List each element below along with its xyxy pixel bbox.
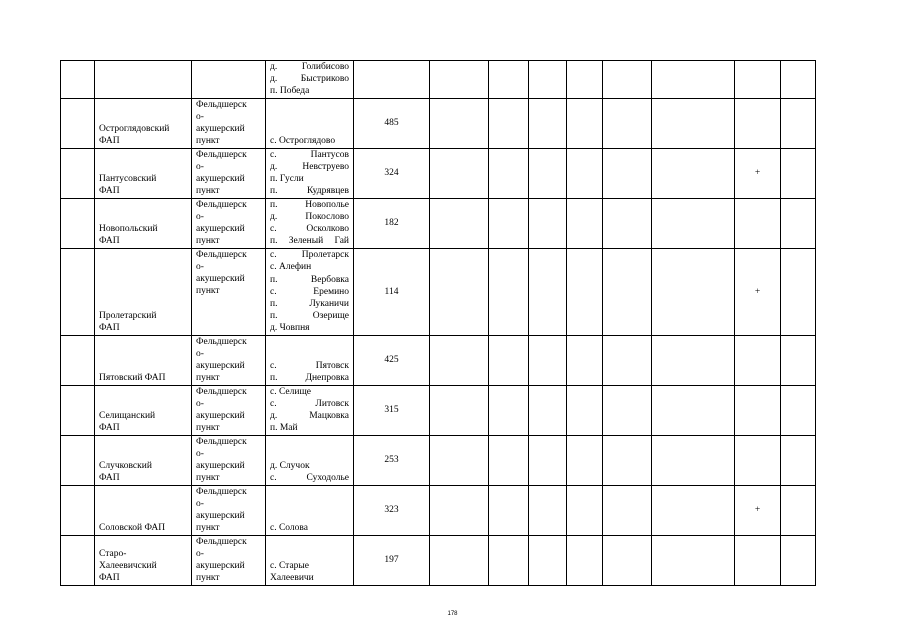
facility-type-line: о- (196, 161, 204, 172)
cell-empty (567, 435, 603, 485)
cell-type (192, 61, 266, 99)
settlement-line: с. Пятовск (270, 361, 349, 372)
cell-settlements (266, 198, 354, 248)
facility-name-line: Пролетарский (99, 311, 157, 322)
cell-name (95, 98, 192, 148)
cell-type (192, 335, 266, 385)
cell-empty (652, 335, 735, 385)
facility-name-line: ФАП (99, 236, 120, 247)
table-row (61, 485, 816, 535)
document-page (60, 60, 816, 586)
facility-type-line: пункт (196, 573, 220, 584)
facility-type-line: Фельдшерск (196, 199, 247, 210)
settlement-line: с. Старые (270, 561, 310, 572)
facility-type-line: акушерский (196, 124, 245, 135)
cell-name (95, 335, 192, 385)
settlement-line: д. Мацковка (270, 411, 349, 422)
cell-empty (603, 485, 652, 535)
facilities-table (60, 60, 816, 586)
cell-empty (567, 335, 603, 385)
cell-empty (489, 98, 529, 148)
facility-type-line: о- (196, 448, 204, 459)
cell-empty (781, 535, 816, 585)
cell-empty (567, 148, 603, 198)
facility-type-line: о- (196, 211, 204, 222)
facility-name-line: Халеевичский (99, 561, 157, 572)
cell-empty (652, 485, 735, 535)
settlement-line: д. Голибисово (270, 62, 349, 72)
table-row (61, 435, 816, 485)
facility-name-line: ФАП (99, 423, 120, 434)
facility-type-line: Фельдшерск (196, 99, 247, 110)
settlement-line: с. Алефин (270, 262, 312, 273)
cell-empty (567, 385, 603, 435)
cell-empty (489, 385, 529, 435)
cell-settlements (266, 485, 354, 535)
cell-count: 485 (354, 98, 430, 148)
cell-empty (430, 148, 489, 198)
cell-count: 324 (354, 148, 430, 198)
cell-empty (652, 61, 735, 99)
facility-type-line: пункт (196, 136, 220, 147)
cell-empty (529, 335, 567, 385)
cell-count: 315 (354, 385, 430, 435)
settlement-line: п. Озерище (270, 311, 349, 322)
cell-name (95, 435, 192, 485)
cell-empty (567, 485, 603, 535)
settlement-line: п. Зеленый Гай (270, 236, 349, 247)
facility-type-line: о- (196, 398, 204, 409)
facility-type-line: Фельдшерск (196, 486, 247, 497)
cell-number (61, 98, 95, 148)
cell-empty (652, 148, 735, 198)
cell-empty (430, 198, 489, 248)
cell-empty (603, 248, 652, 335)
cell-empty (603, 535, 652, 585)
cell-empty (430, 98, 489, 148)
cell-mark: + (735, 248, 781, 335)
cell-empty (489, 485, 529, 535)
table-row (61, 198, 816, 248)
cell-type (192, 198, 266, 248)
cell-mark (735, 435, 781, 485)
facility-name-line: ФАП (99, 473, 120, 484)
settlement-line: с. Литовск (270, 399, 349, 409)
cell-number (61, 435, 95, 485)
cell-empty (489, 335, 529, 385)
facility-type-line: о- (196, 348, 204, 359)
cell-type (192, 98, 266, 148)
facility-type-line: акушерский (196, 461, 245, 472)
cell-number (61, 535, 95, 585)
cell-empty (652, 385, 735, 435)
cell-empty (430, 435, 489, 485)
cell-empty (529, 61, 567, 99)
cell-number (61, 198, 95, 248)
cell-settlements (266, 98, 354, 148)
facility-type-line: пункт (196, 523, 220, 534)
cell-empty (430, 535, 489, 585)
cell-number (61, 148, 95, 198)
cell-empty (529, 535, 567, 585)
cell-empty (603, 385, 652, 435)
cell-empty (529, 485, 567, 535)
settlement-line: с. Пантусов (270, 149, 349, 160)
table-row (61, 385, 816, 435)
facility-name-line: ФАП (99, 186, 120, 197)
settlement-line: с. Остроглядово (270, 136, 336, 147)
cell-empty (781, 198, 816, 248)
facility-name-line: Селищанский (99, 411, 156, 422)
facility-type-line: пункт (196, 373, 220, 384)
cell-count: 323 (354, 485, 430, 535)
settlement-line: д. Быстриково (270, 74, 349, 85)
cell-type (192, 485, 266, 535)
cell-empty (529, 248, 567, 335)
facility-type-line: о- (196, 498, 204, 509)
table-row (61, 148, 816, 198)
settlement-line: д. Покослово (270, 212, 349, 222)
settlement-line: с. Осколково (270, 224, 349, 235)
facility-name-line: ФАП (99, 573, 120, 584)
cell-empty (781, 98, 816, 148)
settlement-line: с. Еремино (270, 286, 349, 297)
facility-type-line: акушерский (196, 274, 245, 285)
cell-empty (652, 435, 735, 485)
cell-type (192, 435, 266, 485)
cell-number (61, 248, 95, 335)
cell-empty (603, 435, 652, 485)
page-number: 178 (447, 611, 458, 617)
cell-empty (567, 61, 603, 99)
cell-count: 425 (354, 335, 430, 385)
cell-empty (529, 198, 567, 248)
table-body (61, 61, 816, 586)
facility-type-line: о- (196, 111, 204, 122)
cell-count: 197 (354, 535, 430, 585)
table-row (61, 98, 816, 148)
cell-empty (567, 98, 603, 148)
table-row (61, 335, 816, 385)
cell-empty (652, 535, 735, 585)
settlement-line: п. Победа (270, 86, 310, 97)
cell-empty (781, 435, 816, 485)
facility-name-line: Остроглядовский (99, 124, 170, 135)
facility-type-line: о- (196, 548, 204, 559)
cell-empty (781, 335, 816, 385)
cell-mark (735, 98, 781, 148)
table-row (61, 535, 816, 585)
cell-empty (781, 148, 816, 198)
facility-name-line: Пятовский ФАП (99, 373, 166, 384)
facility-name-line: Старо- (99, 549, 127, 559)
settlement-line: д. Невструево (270, 162, 349, 172)
cell-mark (735, 61, 781, 99)
cell-empty (529, 98, 567, 148)
cell-empty (529, 385, 567, 435)
facility-name-line: Пантусовский (99, 174, 157, 185)
cell-type (192, 385, 266, 435)
cell-empty (430, 248, 489, 335)
cell-count: 253 (354, 435, 430, 485)
cell-mark: + (735, 485, 781, 535)
facility-type-line: о- (196, 261, 204, 272)
settlement-line: п. Новополье (270, 199, 349, 210)
settlement-line: с. Суходолье (270, 473, 349, 484)
cell-name (95, 535, 192, 585)
facility-name-line: Соловской ФАП (99, 523, 166, 534)
table-row (61, 248, 816, 335)
settlement-line: с. Пролетарск (270, 250, 349, 261)
facility-type-line: акушерский (196, 224, 245, 235)
cell-empty (430, 485, 489, 535)
cell-empty (603, 98, 652, 148)
cell-empty (603, 335, 652, 385)
cell-empty (489, 198, 529, 248)
facility-name-line: Случковский (99, 461, 152, 472)
cell-name (95, 485, 192, 535)
facility-type-line: пункт (196, 186, 220, 197)
facility-type-line: Фельдшерск (196, 149, 247, 160)
cell-mark (735, 198, 781, 248)
cell-settlements (266, 248, 354, 335)
table-row-continued (61, 61, 816, 99)
settlement-line: Халеевичи (270, 573, 314, 584)
facility-name-line: Новопольский (99, 224, 158, 235)
cell-number (61, 61, 95, 99)
facility-type-line: акушерский (196, 361, 245, 372)
facility-type-line: пункт (196, 473, 220, 484)
facility-type-line: Фельдшерск (196, 536, 247, 547)
settlement-line: п. Вербовка (270, 274, 349, 285)
cell-settlements (266, 535, 354, 585)
cell-empty (781, 61, 816, 99)
facility-name-line: ФАП (99, 323, 120, 334)
facility-name-line: ФАП (99, 136, 120, 147)
facility-type-line: акушерский (196, 561, 245, 572)
facility-type-line: акушерский (196, 174, 245, 185)
cell-mark (735, 335, 781, 385)
cell-empty (489, 61, 529, 99)
cell-mark: + (735, 148, 781, 198)
cell-empty (567, 248, 603, 335)
cell-type (192, 148, 266, 198)
settlement-line: п. Днепровка (270, 373, 349, 384)
cell-settlements (266, 61, 354, 99)
cell-empty (781, 248, 816, 335)
facility-type-line: Фельдшерск (196, 249, 247, 260)
facility-type-line: акушерский (196, 411, 245, 422)
cell-settlements (266, 148, 354, 198)
cell-empty (603, 61, 652, 99)
cell-name (95, 148, 192, 198)
cell-empty (781, 485, 816, 535)
cell-empty (603, 148, 652, 198)
settlement-line: п. Май (270, 423, 298, 434)
cell-empty (489, 435, 529, 485)
cell-empty (529, 435, 567, 485)
cell-number (61, 485, 95, 535)
facility-type-line: пункт (196, 236, 220, 247)
cell-settlements (266, 385, 354, 435)
facility-type-line: пункт (196, 286, 220, 297)
cell-empty (430, 61, 489, 99)
cell-empty (652, 98, 735, 148)
cell-count (354, 61, 430, 99)
cell-name (95, 61, 192, 99)
cell-empty (652, 198, 735, 248)
cell-mark (735, 385, 781, 435)
cell-type (192, 535, 266, 585)
cell-number (61, 385, 95, 435)
cell-empty (529, 148, 567, 198)
cell-empty (652, 248, 735, 335)
cell-count: 114 (354, 248, 430, 335)
cell-empty (489, 535, 529, 585)
facility-type-line: Фельдшерск (196, 436, 247, 447)
facility-type-line: Фельдшерск (196, 386, 247, 397)
cell-number (61, 335, 95, 385)
settlement-line: д. Случок (270, 461, 310, 472)
settlement-line: д. Човпня (270, 323, 310, 334)
cell-empty (430, 335, 489, 385)
cell-count: 182 (354, 198, 430, 248)
cell-name (95, 385, 192, 435)
settlement-line: п. Луканичи (270, 299, 349, 309)
cell-settlements (266, 335, 354, 385)
cell-empty (567, 535, 603, 585)
cell-name (95, 198, 192, 248)
facility-type-line: пункт (196, 423, 220, 434)
cell-settlements (266, 435, 354, 485)
settlement-line: с. Селище (270, 386, 311, 397)
settlement-line: п. Кудрявцев (270, 186, 349, 197)
facility-type-line: Фельдшерск (196, 336, 247, 347)
facility-type-line: акушерский (196, 511, 245, 522)
cell-empty (567, 198, 603, 248)
cell-name (95, 248, 192, 335)
cell-empty (489, 148, 529, 198)
cell-empty (430, 385, 489, 435)
cell-type (192, 248, 266, 335)
cell-empty (781, 385, 816, 435)
cell-empty (489, 248, 529, 335)
cell-mark (735, 535, 781, 585)
cell-empty (603, 198, 652, 248)
settlement-line: п. Гусли (270, 174, 304, 185)
settlement-line: с. Солова (270, 523, 308, 534)
